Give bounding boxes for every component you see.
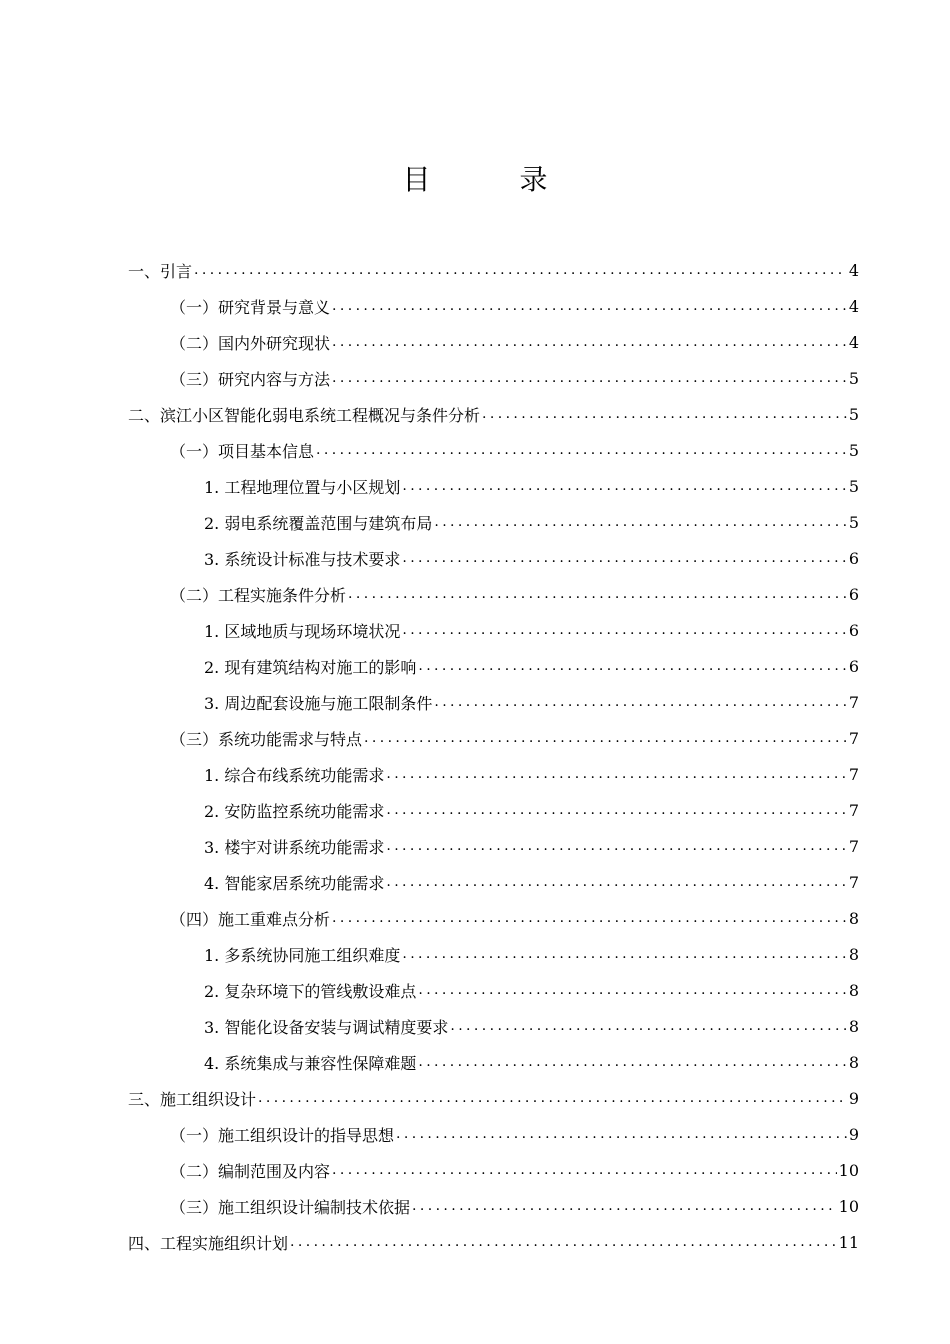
toc-entry-label: （二）国内外研究现状 [170,333,331,353]
toc-entry-label: 3. 智能化设备安装与调试精度要求 [204,1017,449,1037]
toc-dot-leader [332,910,847,926]
toc-dot-leader [434,514,846,530]
toc-entry-page-number: 7 [848,800,859,820]
toc-entry[interactable] [0,936,950,972]
toc-entry-page-number: 6 [848,656,859,676]
toc-entry-label: 一、引言 [128,261,193,281]
toc-entry[interactable] [0,1008,950,1044]
toc-entry[interactable] [0,1188,950,1224]
toc-entry-page-number: 5 [848,440,859,460]
toc-entry-page-number: 10 [838,1160,859,1180]
toc-entry-label: （一）项目基本信息 [170,441,315,461]
toc-dot-leader [412,1198,837,1214]
toc-entry-label: （四）施工重难点分析 [170,909,331,929]
toc-entry[interactable] [0,468,950,504]
toc-dot-leader [332,370,847,386]
toc-dot-leader [332,1162,837,1178]
toc-list [0,252,950,1260]
toc-entry-page-number: 7 [848,836,859,856]
toc-dot-leader [402,478,846,494]
toc-dot-leader [386,838,846,854]
toc-entry-label: （二）编制范围及内容 [170,1161,331,1181]
toc-dot-leader [482,406,847,422]
toc-entry-label: 2. 现有建筑结构对施工的影响 [204,657,417,677]
toc-entry-page-number: 9 [848,1088,859,1108]
toc-entry-label: 4. 系统集成与兼容性保障难题 [204,1053,417,1073]
toc-entry-page-number: 7 [848,692,859,712]
toc-entry-label: 2. 复杂环境下的管线敷设难点 [204,981,417,1001]
toc-entry-label: 二、滨江小区智能化弱电系统工程概况与条件分析 [128,405,481,425]
toc-entry[interactable] [0,1044,950,1080]
toc-dot-leader [258,1090,847,1106]
toc-entry[interactable] [0,1152,950,1188]
toc-entry-label: 2. 弱电系统覆盖范围与建筑布局 [204,513,433,533]
toc-dot-leader [418,982,846,998]
toc-dot-leader [418,658,846,674]
toc-entry-page-number: 8 [848,944,859,964]
toc-entry-label: 1. 多系统协同施工组织难度 [204,945,401,965]
toc-entry-page-number: 9 [848,1124,859,1144]
toc-entry-label: 3. 周边配套设施与施工限制条件 [204,693,433,713]
toc-dot-leader [386,766,846,782]
toc-entry-label: 1. 综合布线系统功能需求 [204,765,385,785]
toc-title: 目 录 [402,163,588,196]
toc-entry-label: 三、施工组织设计 [128,1089,257,1109]
toc-dot-leader [332,298,847,314]
toc-dot-leader [450,1018,846,1034]
toc-dot-leader [348,586,847,602]
toc-entry-page-number: 8 [848,908,859,928]
toc-entry-page-number: 7 [848,764,859,784]
toc-dot-leader [402,946,846,962]
toc-entry-page-number: 6 [848,548,859,568]
toc-entry-label: 4. 智能家居系统功能需求 [204,873,385,893]
toc-entry[interactable] [0,396,950,432]
toc-entry-page-number: 6 [848,584,859,604]
toc-entry[interactable] [0,540,950,576]
toc-entry[interactable] [0,900,950,936]
toc-entry-page-number: 8 [848,1052,859,1072]
toc-dot-leader [332,334,847,350]
toc-entry-page-number: 11 [838,1232,859,1252]
toc-entry-page-number: 5 [848,368,859,388]
toc-entry-label: 1. 工程地理位置与小区规划 [204,477,401,497]
toc-dot-leader [386,874,846,890]
toc-dot-leader [396,1126,847,1142]
toc-entry[interactable] [0,324,950,360]
toc-entry[interactable] [0,792,950,828]
toc-entry-page-number: 5 [848,512,859,532]
toc-entry-label: 四、工程实施组织计划 [128,1233,289,1253]
toc-entry-page-number: 4 [848,296,859,316]
toc-entry[interactable] [0,864,950,900]
toc-entry-label: （二）工程实施条件分析 [170,585,347,605]
toc-entry-label: 3. 系统设计标准与技术要求 [204,549,401,569]
toc-entry[interactable] [0,252,950,288]
toc-entry-page-number: 7 [848,872,859,892]
toc-entry[interactable] [0,720,950,756]
toc-entry[interactable] [0,432,950,468]
toc-entry-page-number: 10 [838,1196,859,1216]
toc-entry[interactable] [0,1116,950,1152]
toc-dot-leader [402,622,846,638]
toc-entry[interactable] [0,648,950,684]
toc-entry-page-number: 6 [848,620,859,640]
toc-entry[interactable] [0,576,950,612]
toc-entry[interactable] [0,504,950,540]
toc-entry-page-number: 5 [848,404,859,424]
toc-dot-leader [194,262,847,278]
toc-entry-page-number: 8 [848,980,859,1000]
toc-entry-page-number: 5 [848,476,859,496]
toc-entry[interactable] [0,288,950,324]
toc-entry-label: （一）研究背景与意义 [170,297,331,317]
toc-entry[interactable] [0,756,950,792]
toc-entry-label: （三）系统功能需求与特点 [170,729,363,749]
toc-entry-label: （一）施工组织设计的指导思想 [170,1125,395,1145]
toc-entry-page-number: 4 [848,260,859,280]
toc-entry-label: 2. 安防监控系统功能需求 [204,801,385,821]
toc-entry-page-number: 4 [848,332,859,352]
toc-dot-leader [418,1054,846,1070]
toc-dot-leader [434,694,846,710]
toc-dot-leader [386,802,846,818]
toc-dot-leader [402,550,846,566]
toc-entry[interactable] [0,684,950,720]
toc-entry[interactable] [0,1080,950,1116]
toc-entry[interactable] [0,972,950,1008]
toc-entry-label: （三）施工组织设计编制技术依据 [170,1197,411,1217]
toc-dot-leader [364,730,847,746]
toc-entry-label: （三）研究内容与方法 [170,369,331,389]
toc-entry-label: 1. 区域地质与现场环境状况 [204,621,401,641]
toc-entry[interactable] [0,828,950,864]
toc-entry[interactable] [0,360,950,396]
toc-entry-label: 3. 楼宇对讲系统功能需求 [204,837,385,857]
toc-dot-leader [316,442,847,458]
toc-dot-leader [290,1234,837,1250]
toc-entry-page-number: 7 [848,728,859,748]
toc-entry[interactable] [0,612,950,648]
toc-entry[interactable] [0,1224,950,1260]
toc-entry-page-number: 8 [848,1016,859,1036]
